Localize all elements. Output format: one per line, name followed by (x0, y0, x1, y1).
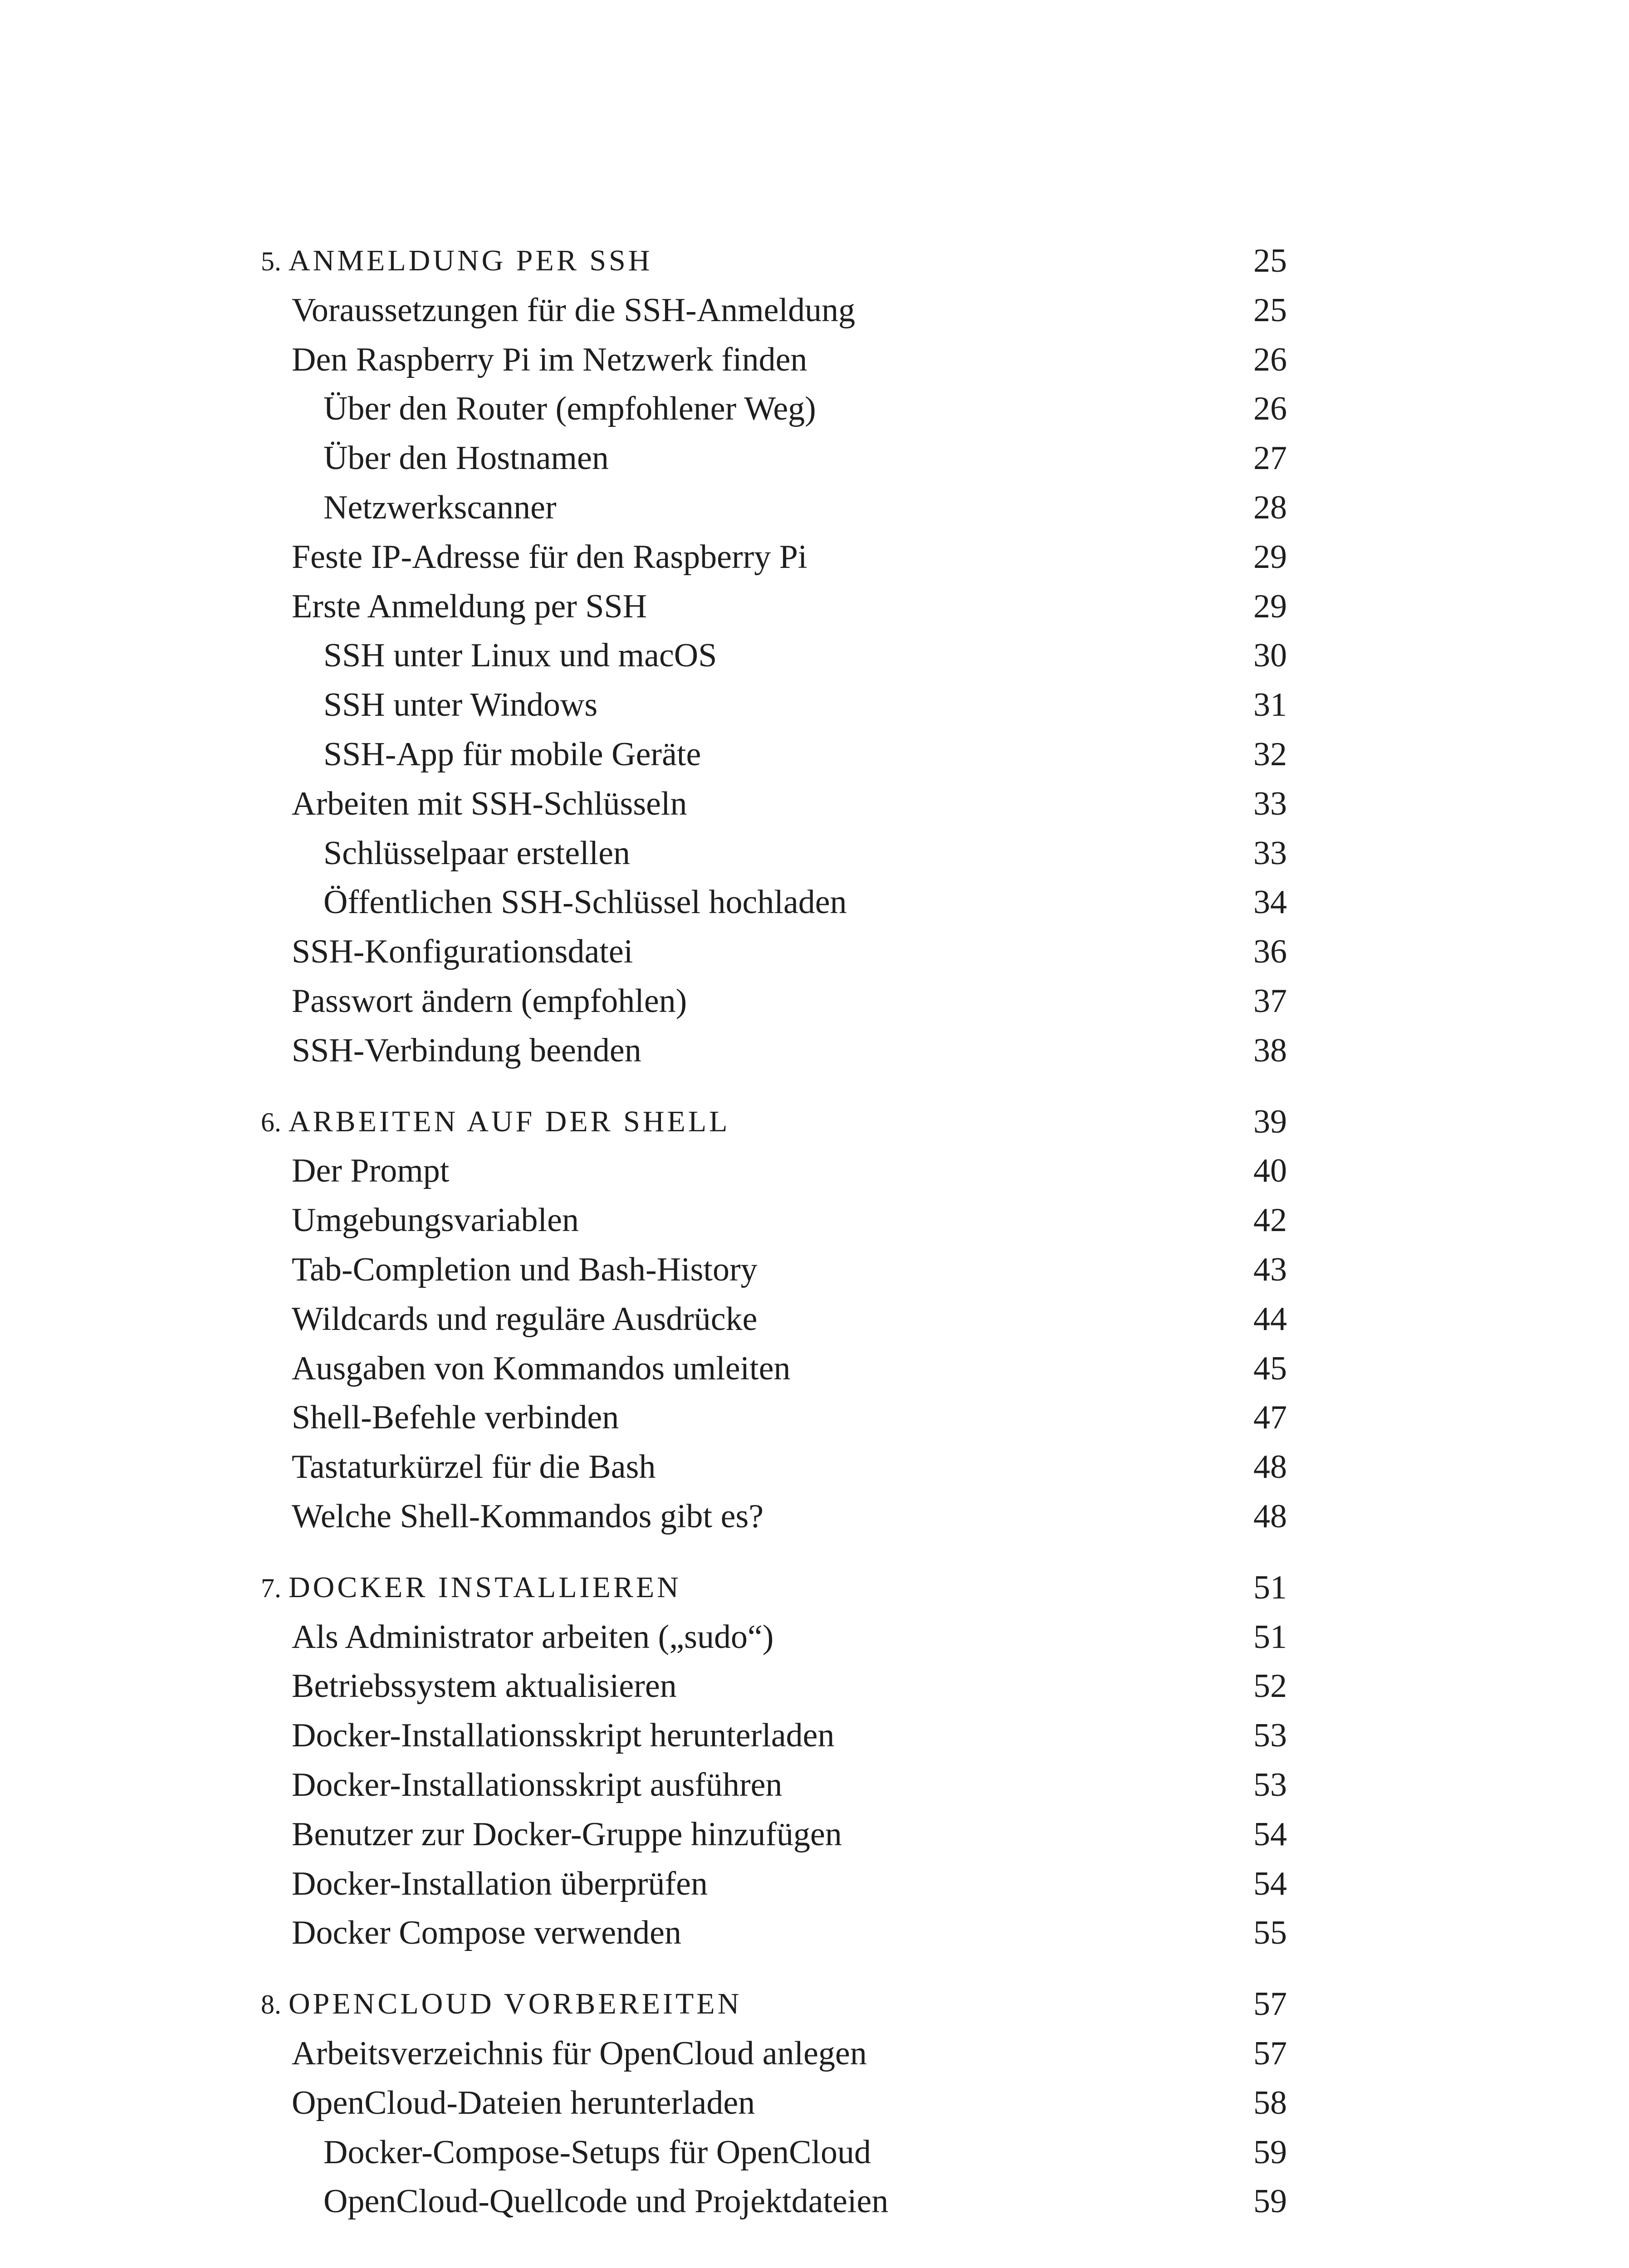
page-number: 57 (1253, 2035, 1287, 2072)
chapter-title-text: OPENCLOUD VORBEREITEN (289, 1987, 742, 2021)
page-number: 26 (1253, 390, 1287, 428)
entry-title: SSH-App für mobile Geräte (323, 736, 701, 773)
chapter-title (261, 1563, 681, 1613)
chapter-title (261, 236, 652, 286)
entry-title: SSH-Verbindung beenden (292, 1031, 641, 1069)
chapter-title-text: ANMELDUNG PER SSH (289, 244, 653, 277)
toc-subsection-entry (0, 828, 1629, 878)
toc-section-entry (0, 1393, 1629, 1442)
toc-subsection-entry (0, 433, 1629, 483)
page-number: 48 (1253, 1448, 1287, 1486)
chapter-number: 8. (261, 1989, 281, 2020)
toc-section-entry (0, 1245, 1629, 1295)
entry-title: Docker-Installationsskript herunterladen (292, 1717, 835, 1755)
toc-section-entry (0, 1195, 1629, 1245)
chapter-heading (0, 1979, 1629, 2029)
entry-title: Feste IP-Adresse für den Raspberry Pi (292, 538, 807, 576)
toc-section-entry (0, 1859, 1629, 1909)
page-number: 54 (1253, 1865, 1287, 1902)
toc-section-entry (0, 1146, 1629, 1196)
page-number: 54 (1253, 1815, 1287, 1853)
entry-title: Passwort ändern (empfohlen) (292, 982, 687, 1020)
toc-section-entry (0, 582, 1629, 631)
toc-section-entry (0, 1612, 1629, 1662)
toc-section-entry (0, 1026, 1629, 1075)
page-number: 29 (1253, 587, 1287, 625)
toc-section-entry (0, 1294, 1629, 1344)
toc-subsection-entry (0, 2127, 1629, 2177)
toc-subsection-entry (0, 877, 1629, 927)
page-number: 38 (1253, 1031, 1287, 1069)
entry-title: Docker-Installation überprüfen (292, 1865, 708, 1902)
entry-title: Wildcards und reguläre Ausdrücke (292, 1300, 758, 1338)
entry-title: SSH-Konfigurationsdatei (292, 933, 633, 971)
page-number: 42 (1253, 1202, 1287, 1239)
chapter-title (261, 1979, 742, 2029)
entry-title: Docker Compose verwenden (292, 1914, 681, 1952)
toc-section-entry (0, 2078, 1629, 2128)
toc-subsection-entry (0, 483, 1629, 533)
page-number: 43 (1253, 1251, 1287, 1288)
page-number: 29 (1253, 538, 1287, 576)
entry-title: Über den Router (empfohlener Weg) (323, 390, 816, 428)
chapter-number: 7. (261, 1573, 281, 1603)
page-number: 59 (1253, 2133, 1287, 2171)
chapter-title (261, 1097, 730, 1147)
toc-section-entry (0, 1908, 1629, 1958)
toc-subsection-entry (0, 729, 1629, 779)
entry-title: Shell-Befehle verbinden (292, 1399, 619, 1437)
chapter-title-text: ARBEITEN AUF DER SHELL (289, 1105, 730, 1138)
toc-section-entry (0, 1760, 1629, 1810)
entry-title: Den Raspberry Pi im Netzwerk finden (292, 341, 807, 378)
page-number: 25 (1253, 242, 1287, 279)
toc-section-entry (0, 335, 1629, 385)
entry-title: Umgebungsvariablen (292, 1202, 579, 1239)
page-number: 55 (1253, 1914, 1287, 1952)
page-number: 58 (1253, 2084, 1287, 2121)
page-number: 34 (1253, 884, 1287, 921)
page-number: 31 (1253, 686, 1287, 724)
toc-section-entry (0, 532, 1629, 582)
entry-title: Erste Anmeldung per SSH (292, 587, 647, 625)
entry-title: Als Administrator arbeiten („sudo“) (292, 1618, 774, 1656)
page-number: 51 (1253, 1618, 1287, 1656)
toc-subsection-entry (0, 680, 1629, 730)
page-number: 53 (1253, 1717, 1287, 1755)
page-number: 37 (1253, 982, 1287, 1020)
entry-title: Betriebssystem aktualisieren (292, 1667, 677, 1705)
toc-section-entry (0, 1809, 1629, 1859)
entry-title: Voraussetzungen für die SSH-Anmeldung (292, 291, 856, 329)
entry-title: Schlüsselpaar erstellen (323, 834, 631, 872)
toc-section-entry (0, 285, 1629, 335)
toc-section-entry (0, 2028, 1629, 2078)
entry-title: Ausgaben von Kommandos umleiten (292, 1349, 791, 1387)
entry-title: Über den Hostnamen (323, 440, 609, 477)
toc-section-entry (0, 779, 1629, 829)
toc-subsection-entry (0, 631, 1629, 680)
page-number: 44 (1253, 1300, 1287, 1338)
page-number: 36 (1253, 933, 1287, 971)
chapter-heading (0, 236, 1629, 286)
page-number: 33 (1253, 785, 1287, 822)
toc-section-entry (0, 1491, 1629, 1541)
entry-title: Docker-Installationsskript ausführen (292, 1766, 783, 1804)
toc-section-entry (0, 1344, 1629, 1393)
page-number: 51 (1253, 1569, 1287, 1606)
page-number: 45 (1253, 1349, 1287, 1387)
entry-title: Docker-Compose-Setups für OpenCloud (323, 2133, 871, 2171)
entry-title: Welche Shell-Kommandos gibt es? (292, 1498, 764, 1535)
toc-subsection-entry (0, 384, 1629, 434)
entry-title: SSH unter Linux und macOS (323, 637, 717, 675)
page-number: 39 (1253, 1103, 1287, 1140)
page-number: 33 (1253, 834, 1287, 872)
toc-section-entry (0, 976, 1629, 1026)
entry-title: Benutzer zur Docker-Gruppe hinzufügen (292, 1815, 842, 1853)
page-number: 48 (1253, 1498, 1287, 1535)
page-number: 59 (1253, 2183, 1287, 2220)
chapter-heading (0, 1097, 1629, 1147)
chapter-number: 6. (261, 1107, 281, 1137)
toc-section-entry (0, 927, 1629, 977)
toc-section-entry (0, 1442, 1629, 1492)
page-number: 57 (1253, 1985, 1287, 2023)
page-number: 47 (1253, 1399, 1287, 1437)
page-number: 26 (1253, 341, 1287, 378)
page-number: 28 (1253, 489, 1287, 526)
entry-title: Der Prompt (292, 1152, 450, 1190)
page-number: 25 (1253, 291, 1287, 329)
entry-title: Tastaturkürzel für die Bash (292, 1448, 656, 1486)
page-number: 32 (1253, 736, 1287, 773)
entry-title: Öffentlichen SSH-Schlüssel hochladen (323, 884, 847, 921)
page-number: 40 (1253, 1152, 1287, 1190)
page-number: 30 (1253, 637, 1287, 675)
chapter-number: 5. (261, 246, 281, 276)
page-number: 53 (1253, 1766, 1287, 1804)
page-number: 27 (1253, 440, 1287, 477)
entry-title: Arbeitsverzeichnis für OpenCloud anlegen (292, 2035, 867, 2072)
entry-title: OpenCloud-Quellcode und Projektdateien (323, 2183, 889, 2220)
entry-title: Tab-Completion und Bash-History (292, 1251, 758, 1288)
entry-title: Netzwerkscanner (323, 489, 557, 526)
page-number: 52 (1253, 1667, 1287, 1705)
chapter-title-text: DOCKER INSTALLIEREN (289, 1570, 681, 1604)
toc-subsection-entry (0, 2176, 1629, 2226)
toc-section-entry (0, 1711, 1629, 1760)
entry-title: Arbeiten mit SSH-Schlüsseln (292, 785, 687, 822)
entry-title: OpenCloud-Dateien herunterladen (292, 2084, 755, 2121)
chapter-heading (0, 1563, 1629, 1613)
entry-title: SSH unter Windows (323, 686, 598, 724)
toc-section-entry (0, 1661, 1629, 1711)
